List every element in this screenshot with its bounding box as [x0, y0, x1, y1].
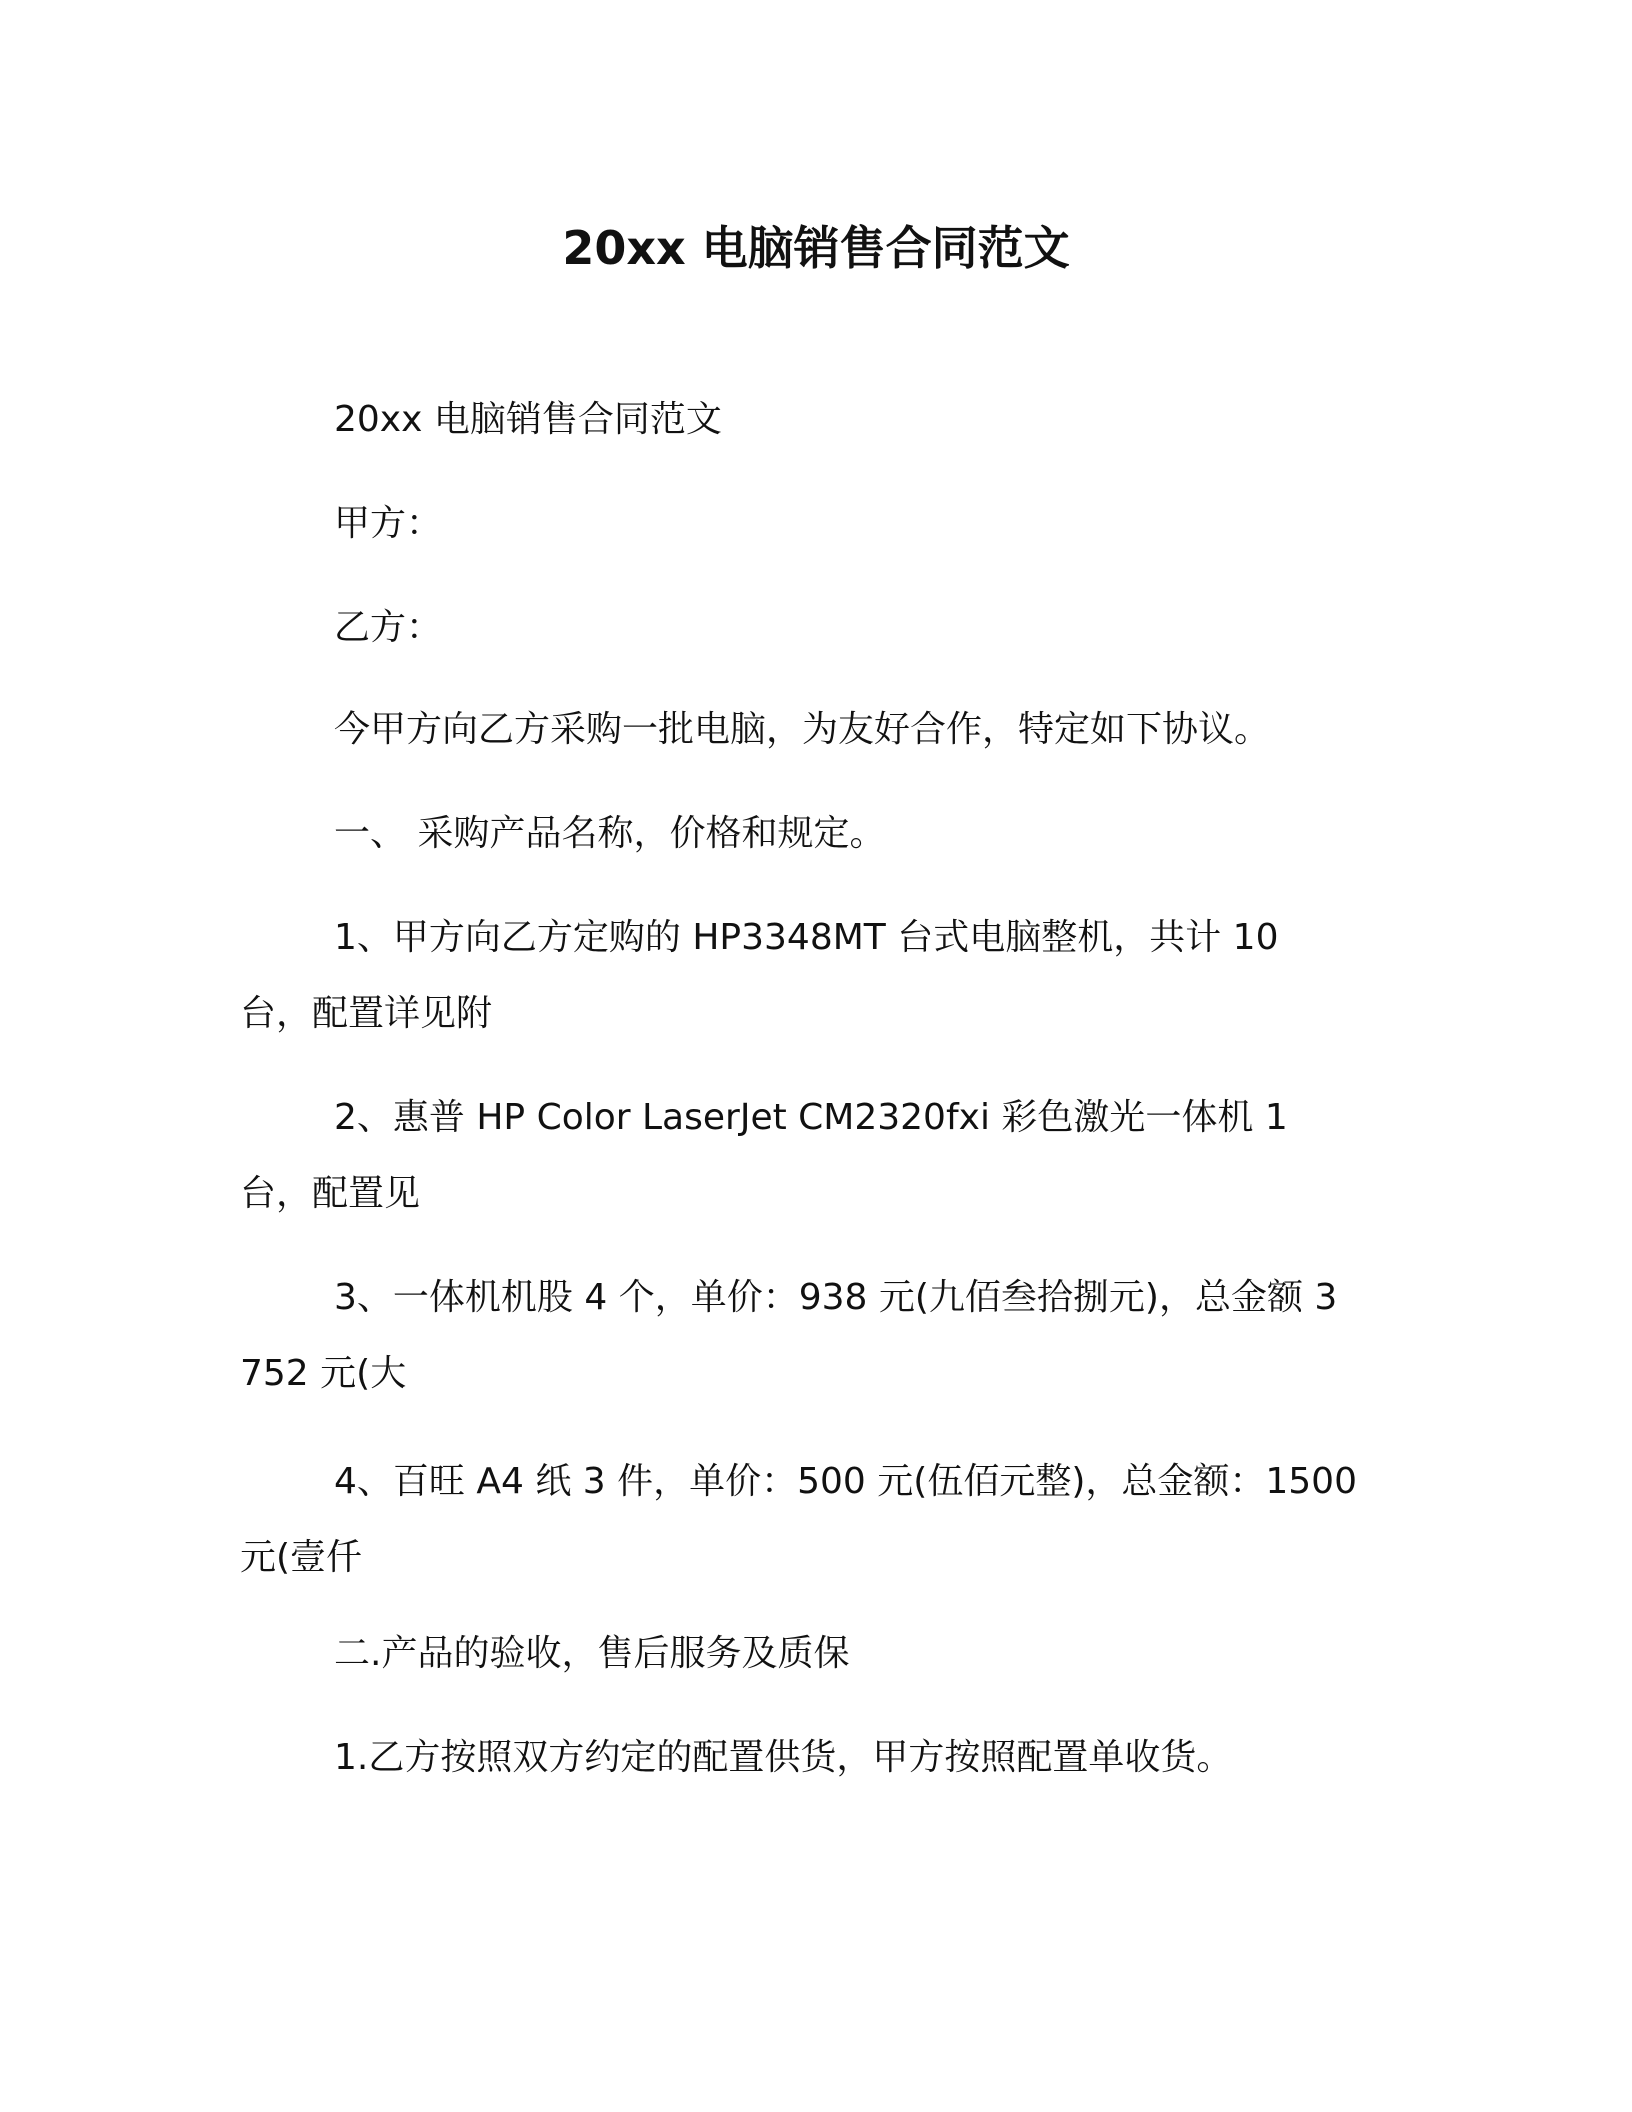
- party-b-line: 乙方：: [334, 607, 443, 648]
- list-item-4: 4、百旺 A4 纸 3 件，单价：500 元(伍佰元整)，总金额：1500 元(壹仟: [240, 1461, 1357, 1578]
- section-heading-1: 一、 采购产品名称，价格和规定。: [334, 813, 886, 854]
- section-heading-2: 二.产品的验收，售后服务及质保: [334, 1633, 850, 1674]
- intro-paragraph: 今甲方向乙方采购一批电脑，为友好合作，特定如下协议。: [334, 709, 1271, 750]
- list-item-2: 2、惠普 HP Color LaserJet CM2320fxi 彩色激光一体机 1 台，配置见: [240, 1097, 1288, 1214]
- list-item-1: 1、甲方向乙方定购的 HP3348MT 台式电脑整机，共计 10 台，配置详见附: [240, 917, 1279, 1034]
- party-a-line: 甲方：: [334, 503, 443, 544]
- clause-2-1: 1.乙方按照双方约定的配置供货，甲方按照配置单收货。: [334, 1737, 1233, 1778]
- list-item-3: 3、一体机机股 4 个，单价：938 元(九佰叁拾捌元)，总金额 3752 元(大: [240, 1277, 1338, 1394]
- document-title: 20xx 电脑销售合同范文: [562, 221, 1070, 275]
- document-subtitle: 20xx 电脑销售合同范文: [334, 399, 722, 440]
